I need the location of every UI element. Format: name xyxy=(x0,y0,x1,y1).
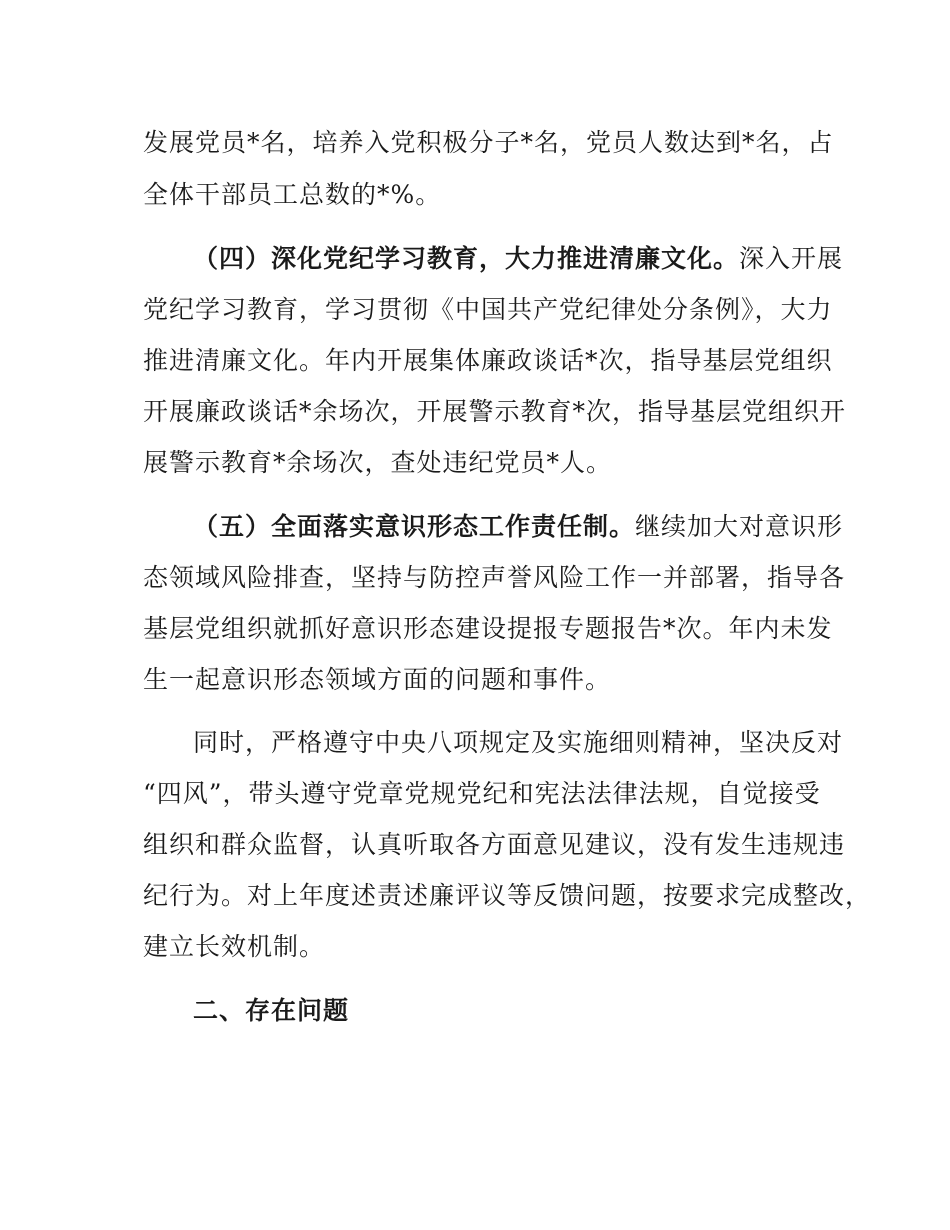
paragraph-2-line-1 xyxy=(193,244,843,274)
paragraph-2-line-5: 展警示教育*余场次，查处违纪党员*人。 xyxy=(143,448,613,477)
paragraph-3-line-1 xyxy=(193,512,843,542)
paragraph-1-line-1: 发展党员*名，培养入党积极分子*名，党员人数达到*名，占 xyxy=(143,128,834,157)
paragraph-2-line-3: 推进清廉文化。年内开展集体廉政谈话*次，指导基层党组织 xyxy=(143,346,833,375)
paragraph-2-line-2: 党纪学习教育，学习贯彻《中国共产党纪律处分条例》，大力 xyxy=(143,295,833,324)
paragraph-2-line-4: 开展廉政谈话*余场次，开展警示教育*次，指导基层党组织开 xyxy=(143,397,847,426)
paragraph-4-line-3: 组织和群众监督，认真听取各方面意见建议，没有发生违规违 xyxy=(143,830,846,859)
paragraph-2-lead: 深入开展 xyxy=(739,244,844,273)
paragraph-3-lead: 继续加大对意识形 xyxy=(635,512,844,541)
paragraph-3-line-3: 基层党组织就抓好意识形态建设提报专题报告*次。年内未发 xyxy=(143,614,833,643)
paragraph-4-line-4: 纪行为。对上年度述责述廉评议等反馈问题，按要求完成整改， xyxy=(143,881,872,910)
section-heading: 二、存在问题 xyxy=(193,996,350,1025)
paragraph-1-line-2: 全体干部员工总数的*%。 xyxy=(143,180,442,209)
paragraph-3-heading: （五）全面落实意识形态工作责任制。 xyxy=(193,512,636,541)
paragraph-4-line-2: “四风”，带头遵守党章党规党纪和宪法法律法规，自觉接受 xyxy=(143,779,821,808)
paragraph-4-line-1: 同时，严格遵守中央八项规定及实施细则精神，坚决反对 xyxy=(193,728,844,757)
paragraph-2-heading: （四）深化党纪学习教育，大力推进清廉文化。 xyxy=(193,244,740,273)
paragraph-3-line-4: 生一起意识形态领域方面的问题和事件。 xyxy=(143,665,612,694)
paragraph-3-line-2: 态领域风险排查，坚持与防控声誉风险工作一并部署，指导各 xyxy=(143,563,846,592)
paragraph-4-line-5: 建立长效机制。 xyxy=(143,932,326,961)
